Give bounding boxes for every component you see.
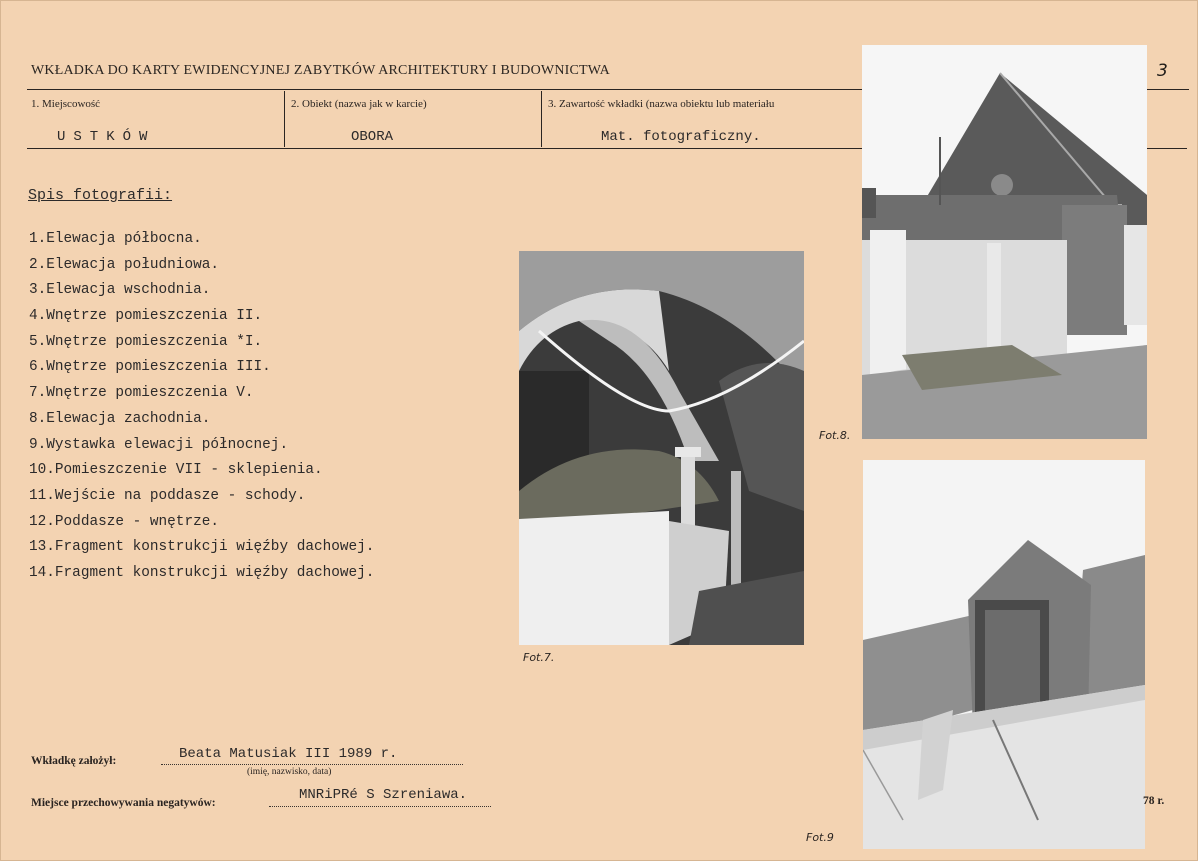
photo-list-item: 12.Poddasze - wnętrze. [29, 513, 219, 530]
photo-9-caption: Fot.9 [806, 831, 834, 844]
content-value: Mat. fotograficzny. [601, 129, 761, 145]
field-divider-2 [541, 91, 542, 147]
year-fragment: 78 r. [1143, 795, 1165, 807]
card-title: WKŁADKA DO KARTY EWIDENCYJNEJ ZABYTKÓW ARCHITEKTURY I BUDOWNICTWA [31, 63, 610, 78]
storage-dotted-line [269, 806, 491, 807]
photo-list-item: 2.Elewacja południowa. [29, 256, 219, 273]
photo-list-item: 5.Wnętrze pomieszczenia *I. [29, 333, 263, 350]
photo-list-item: 1.Elewacja półbocna. [29, 231, 202, 247]
photo-list-item: 13.Fragment konstrukcji więźby dachowej. [29, 539, 375, 556]
photo-list-item: 7.Wnętrze pomieszczenia V. [29, 385, 254, 402]
photo-8-caption: Fot.8. [819, 429, 851, 442]
author-dotted-line [161, 764, 463, 765]
photo-list-item: 8.Elewacja zachodnia. [29, 410, 211, 427]
photo-7-interior-vault [519, 251, 804, 645]
author-label: Wkładkę założył: [31, 755, 117, 767]
photo-list-title: Spis fotografii: [28, 187, 173, 204]
page-number: 3 [1157, 61, 1168, 81]
photo-list-item: 3.Elewacja wschodnia. [29, 282, 211, 299]
photo-list-item: 11.Wejście na poddasze - schody. [29, 487, 306, 504]
negatives-storage-label: Miejsce przechowywania negatywów: [31, 797, 216, 809]
negatives-storage-value: MNRiPRé S Szreniawa. [299, 787, 468, 803]
photo-7-caption: Fot.7. [523, 651, 555, 664]
photo-list [29, 230, 374, 590]
field-divider-1 [284, 91, 285, 147]
photo-list-item: 4.Wnętrze pomieszczenia II. [29, 308, 263, 325]
content-label: 3. Zawartość wkładki (nazwa obiektu lub materiału [548, 98, 775, 110]
photo-9-dormer [863, 460, 1145, 849]
photo-8-west-elevation [862, 45, 1147, 439]
object-value: OBORA [351, 129, 394, 145]
photo-list-item: 6.Wnętrze pomieszczenia III. [29, 359, 271, 376]
photo-list-item: 10.Pomieszczenie VII - sklepienia. [29, 462, 323, 479]
photo-list-item: 14.Fragment konstrukcji więźby dachowej. [29, 564, 375, 581]
author-value: Beata Matusiak III 1989 r. [179, 746, 398, 762]
photo-list-item: 9.Wystawka elewacji północnej. [29, 436, 289, 453]
locality-label: 1. Miejscowość [31, 98, 101, 110]
object-label: 2. Obiekt (nazwa jak w karcie) [291, 98, 427, 110]
locality-value: USTKÓW [57, 129, 156, 145]
author-hint: (imię, nazwisko, data) [247, 767, 332, 777]
